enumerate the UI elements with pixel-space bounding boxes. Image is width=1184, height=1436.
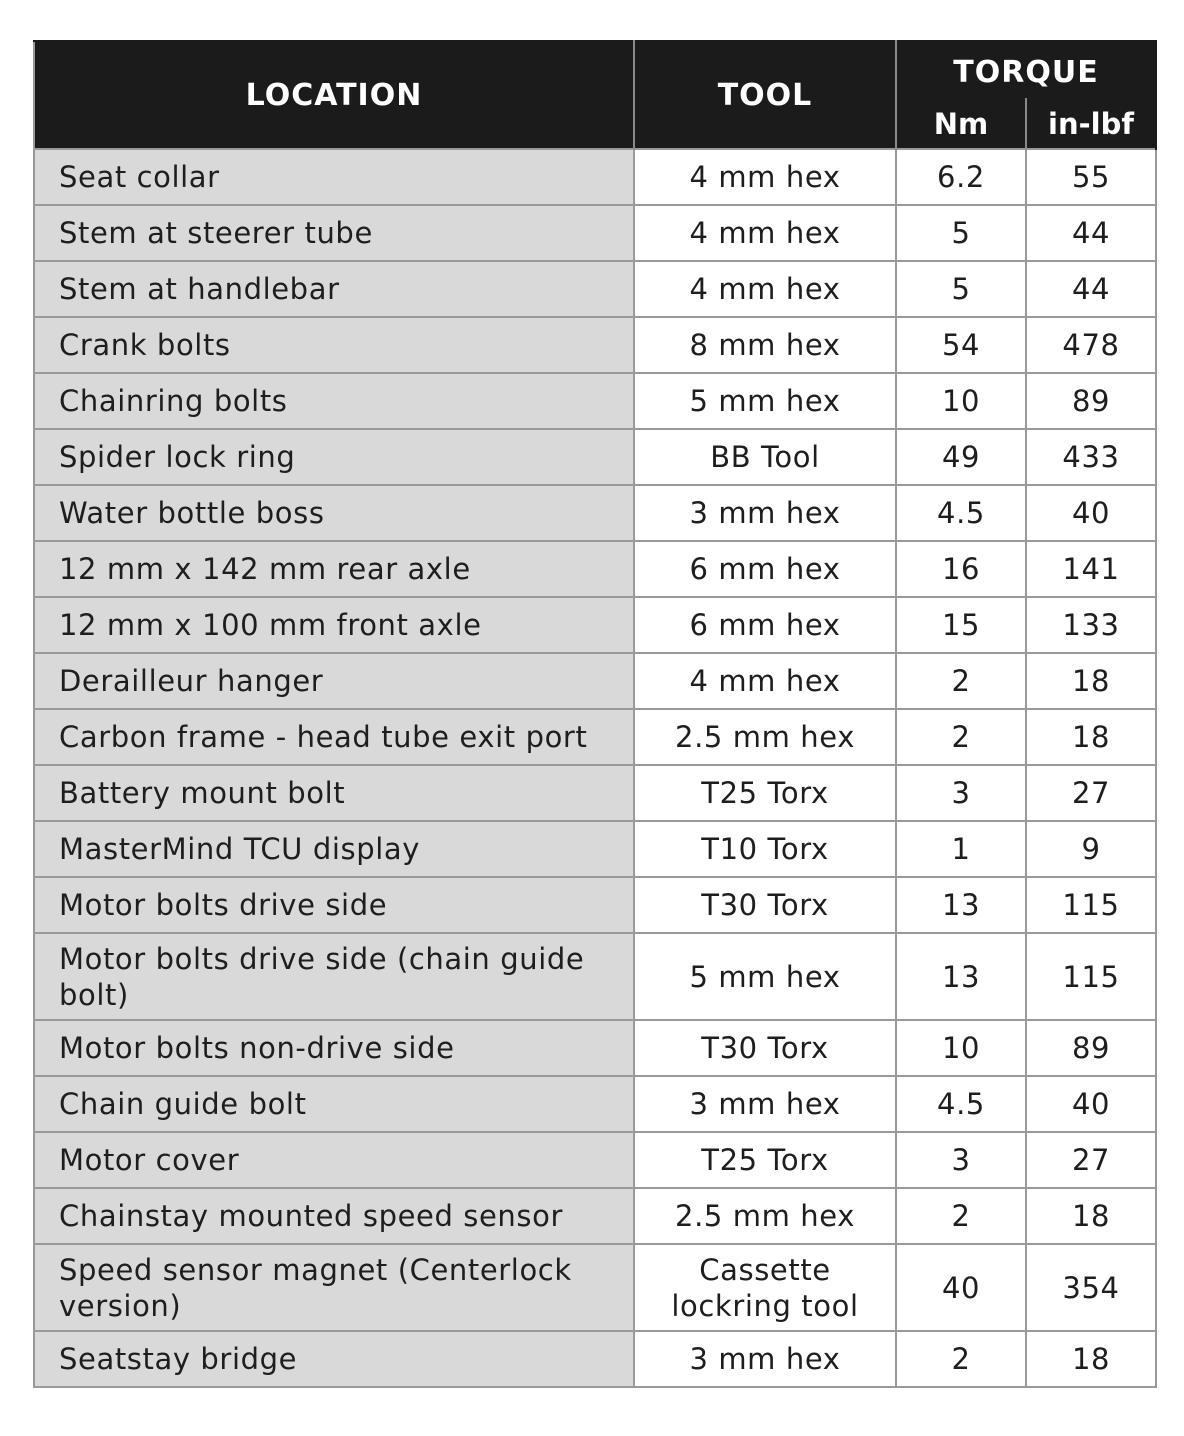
table-row (34, 149, 1156, 205)
location-cell: Motor bolts drive side (34, 877, 634, 933)
tool-cell: 5 mm hex (634, 933, 896, 1020)
tool-cell: 4 mm hex (634, 149, 896, 205)
nm-cell: 4.5 (896, 1076, 1026, 1132)
location-cell: Spider lock ring (34, 429, 634, 485)
nm-cell: 13 (896, 933, 1026, 1020)
table-row (34, 429, 1156, 485)
table-row (34, 709, 1156, 765)
location-cell: Seatstay bridge (34, 1331, 634, 1387)
table-row (34, 1244, 1156, 1331)
nm-cell: 1 (896, 821, 1026, 877)
location-cell: 12 mm x 100 mm front axle (34, 597, 634, 653)
inlbf-cell: 18 (1026, 1331, 1156, 1387)
inlbf-cell: 55 (1026, 149, 1156, 205)
nm-cell: 54 (896, 317, 1026, 373)
tool-cell: 3 mm hex (634, 1076, 896, 1132)
tool-cell: T30 Torx (634, 1020, 896, 1076)
tool-cell: 8 mm hex (634, 317, 896, 373)
nm-cell: 10 (896, 1020, 1026, 1076)
tool-cell: 4 mm hex (634, 653, 896, 709)
location-cell: 12 mm x 142 mm rear axle (34, 541, 634, 597)
table-header (34, 41, 1156, 149)
nm-cell: 5 (896, 205, 1026, 261)
tool-cell: BB Tool (634, 429, 896, 485)
inlbf-cell: 133 (1026, 597, 1156, 653)
inlbf-cell: 115 (1026, 877, 1156, 933)
tool-cell: 5 mm hex (634, 373, 896, 429)
table-body (34, 149, 1156, 1387)
inlbf-cell: 44 (1026, 261, 1156, 317)
nm-cell: 3 (896, 765, 1026, 821)
tool-cell: 6 mm hex (634, 541, 896, 597)
location-cell: Chainring bolts (34, 373, 634, 429)
torque-table (33, 40, 1157, 1388)
inlbf-cell: 27 (1026, 1132, 1156, 1188)
location-cell: Motor cover (34, 1132, 634, 1188)
table-row (34, 1020, 1156, 1076)
nm-cell: 2 (896, 709, 1026, 765)
table-row (34, 317, 1156, 373)
inlbf-cell: 40 (1026, 1076, 1156, 1132)
table-row (34, 205, 1156, 261)
tool-cell: 4 mm hex (634, 261, 896, 317)
location-cell: Motor bolts drive side (chain guide bolt) (34, 933, 634, 1020)
inlbf-cell: 478 (1026, 317, 1156, 373)
location-cell: Crank bolts (34, 317, 634, 373)
table-row (34, 485, 1156, 541)
nm-cell: 10 (896, 373, 1026, 429)
inlbf-cell: 18 (1026, 653, 1156, 709)
header-tool: TOOL (634, 41, 896, 149)
tool-cell: T25 Torx (634, 765, 896, 821)
nm-cell: 2 (896, 1331, 1026, 1387)
nm-cell: 40 (896, 1244, 1026, 1331)
tool-cell: T30 Torx (634, 877, 896, 933)
table-row (34, 765, 1156, 821)
nm-cell: 16 (896, 541, 1026, 597)
header-location: LOCATION (34, 41, 634, 149)
table-row (34, 821, 1156, 877)
inlbf-cell: 433 (1026, 429, 1156, 485)
tool-cell: 6 mm hex (634, 597, 896, 653)
table-row (34, 653, 1156, 709)
location-cell: Chainstay mounted speed sensor (34, 1188, 634, 1244)
tool-cell: 4 mm hex (634, 205, 896, 261)
tool-cell: 2.5 mm hex (634, 1188, 896, 1244)
nm-cell: 6.2 (896, 149, 1026, 205)
inlbf-cell: 18 (1026, 1188, 1156, 1244)
inlbf-cell: 9 (1026, 821, 1156, 877)
table-row (34, 933, 1156, 1020)
tool-cell: T10 Torx (634, 821, 896, 877)
location-cell: Stem at steerer tube (34, 205, 634, 261)
table-row (34, 373, 1156, 429)
nm-cell: 2 (896, 1188, 1026, 1244)
nm-cell: 15 (896, 597, 1026, 653)
location-cell: MasterMind TCU display (34, 821, 634, 877)
location-cell: Stem at handlebar (34, 261, 634, 317)
header-nm: Nm (896, 99, 1026, 149)
location-cell: Chain guide bolt (34, 1076, 634, 1132)
location-cell: Battery mount bolt (34, 765, 634, 821)
inlbf-cell: 40 (1026, 485, 1156, 541)
inlbf-cell: 354 (1026, 1244, 1156, 1331)
tool-cell: 3 mm hex (634, 1331, 896, 1387)
table-row (34, 877, 1156, 933)
table-row (34, 541, 1156, 597)
table-row (34, 1132, 1156, 1188)
header-inlbf: in-lbf (1026, 99, 1156, 149)
nm-cell: 4.5 (896, 485, 1026, 541)
tool-cell: 3 mm hex (634, 485, 896, 541)
inlbf-cell: 89 (1026, 1020, 1156, 1076)
inlbf-cell: 27 (1026, 765, 1156, 821)
nm-cell: 13 (896, 877, 1026, 933)
nm-cell: 2 (896, 653, 1026, 709)
table-row (34, 1188, 1156, 1244)
inlbf-cell: 44 (1026, 205, 1156, 261)
nm-cell: 5 (896, 261, 1026, 317)
location-cell: Speed sensor magnet (Centerlock version) (34, 1244, 634, 1331)
tool-cell: T25 Torx (634, 1132, 896, 1188)
table-row (34, 1331, 1156, 1387)
table-row (34, 261, 1156, 317)
location-cell: Seat collar (34, 149, 634, 205)
nm-cell: 49 (896, 429, 1026, 485)
inlbf-cell: 89 (1026, 373, 1156, 429)
location-cell: Motor bolts non-drive side (34, 1020, 634, 1076)
nm-cell: 3 (896, 1132, 1026, 1188)
location-cell: Derailleur hanger (34, 653, 634, 709)
location-cell: Water bottle boss (34, 485, 634, 541)
inlbf-cell: 18 (1026, 709, 1156, 765)
table-row (34, 1076, 1156, 1132)
location-cell: Carbon frame - head tube exit port (34, 709, 634, 765)
table-row (34, 597, 1156, 653)
inlbf-cell: 115 (1026, 933, 1156, 1020)
tool-cell: 2.5 mm hex (634, 709, 896, 765)
header-torque: TORQUE (896, 41, 1156, 99)
tool-cell: Cassette lockring tool (634, 1244, 896, 1331)
inlbf-cell: 141 (1026, 541, 1156, 597)
